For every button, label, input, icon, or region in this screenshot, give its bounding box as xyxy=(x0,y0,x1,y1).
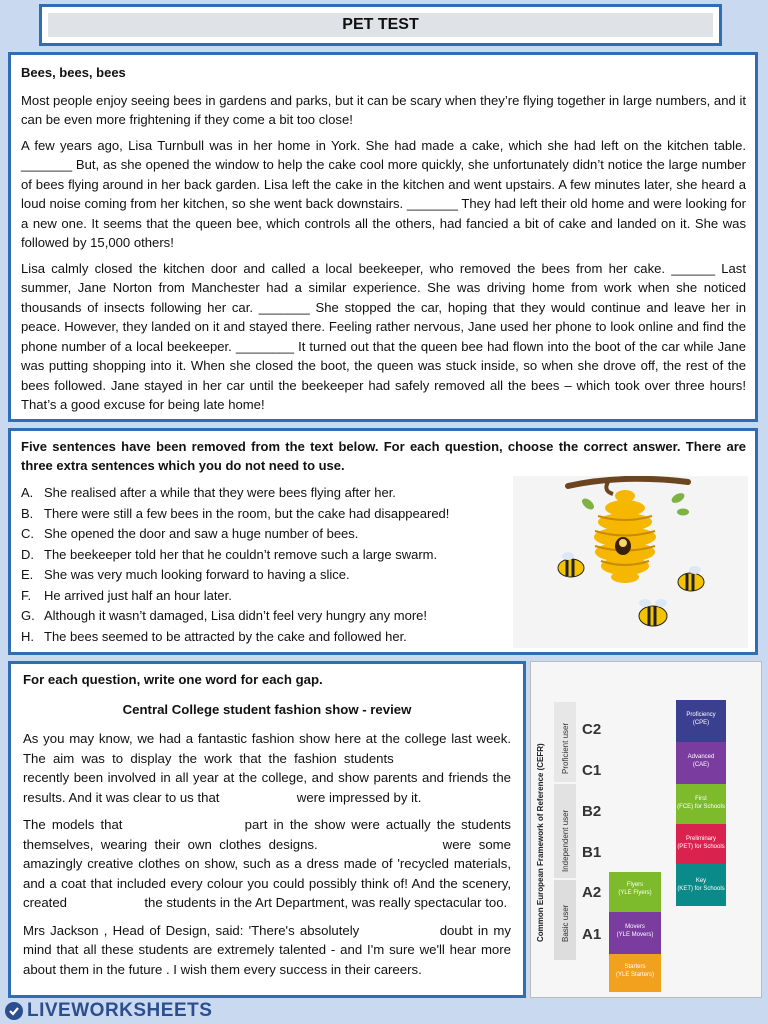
reading-paragraph: A few years ago, Lisa Turnbull was in her home in York. She had made a cake, which she had left on the kitchen table. _______ But, as she opened the window to help the cake cool more quickly, she unfortunately didn’t notice the large number of bees flying around in her back garden. Lisa left the cake in the kitchen and went upstairs. A few minutes later, she heard a loud noise coming from her kitchen, so she went back downstairs. _______ They had left their old home and were looking for a new one. It seems that the queen bee, which controls all the others, had fancied a bit of cake and landed on it. She was followed by 15,000 others! xyxy=(21,137,746,250)
option-text: She realised after a while that they were bees flying after her. xyxy=(44,485,396,500)
cefr-exam-name: First xyxy=(695,796,707,802)
cefr-level: B1 xyxy=(582,844,602,861)
reading-paragraph: Most people enjoy seeing bees in gardens and parks, but it can be scary when they’re flying together in large numbers, and it can be even more frightening if they come a bit too close! xyxy=(21,92,746,127)
cefr-exam-sub: (CAE) xyxy=(692,762,710,768)
title-box xyxy=(39,4,722,46)
cefr-diagram xyxy=(530,661,762,998)
gapfill-instruction: For each question, write one word for each gap. xyxy=(23,672,323,687)
cefr-exam-name: Movers xyxy=(625,924,645,930)
cefr-exam-name: Key xyxy=(695,878,707,884)
option-text: He arrived just half an hour later. xyxy=(44,587,232,603)
option-text: She was very much looking forward to having a slice. xyxy=(44,567,350,582)
option-letter: E. xyxy=(21,567,34,582)
cefr-exam-sub: (KET) for Schools xyxy=(677,886,725,892)
option-text: The beekeeper told her that he couldn’t remove such a large swarm. xyxy=(44,546,438,562)
option-letter: D. xyxy=(21,546,34,562)
reading-section xyxy=(8,52,758,422)
cefr-level: A1 xyxy=(582,926,602,943)
cefr-exam-name: Preliminary xyxy=(685,836,717,842)
option-letter: A. xyxy=(21,485,34,500)
option-letter: B. xyxy=(21,505,34,521)
gapfill-paragraph: As you may know, we had a fantastic fashion show here at the college last week. The aim was to display the work that the fashion students recently been involved in all year at the college, and show parents and friends the results. And it was clear to us that were impressed by it. xyxy=(23,731,511,805)
bee-icon xyxy=(558,552,584,577)
option-text: There were still a few bees in the room, but the cake had disappeared! xyxy=(44,505,450,521)
reading-heading: Bees, bees, bees xyxy=(21,65,126,80)
bee-icon xyxy=(678,566,704,591)
cefr-level: B2 xyxy=(582,803,602,820)
cefr-exam-sub: (YLE Flyers) xyxy=(618,890,652,896)
cefr-exam-name: Proficiency xyxy=(686,712,716,718)
liveworksheets-logo-icon xyxy=(4,1001,24,1021)
page-title: PET TEST xyxy=(48,13,713,37)
gapfill-paragraph: Mrs Jackson , Head of Design, said: 'There's absolutely doubt in my mind that all these students are extremely talented - and I'm sure we'll hear more about them in the future . I wish them every success in their careers. xyxy=(23,922,511,977)
option-letter: F. xyxy=(21,587,32,603)
footer-brand[interactable]: LIVEWORKSHEETS xyxy=(27,1000,213,1021)
cefr-exam-sub: (YLE Starters) xyxy=(615,972,655,978)
cefr-group-label: Basic user xyxy=(561,904,570,942)
gapfill-section xyxy=(8,661,526,998)
option-text: Although it wasn’t damaged, Lisa didn’t feel very hungry any more! xyxy=(44,608,427,623)
cefr-exam-name: Flyers xyxy=(626,882,644,888)
cefr-axis-label: Common European Framework of Reference (CEFR) xyxy=(536,743,545,942)
option-text: The bees seemed to be attracted by the cake and followed her. xyxy=(44,628,407,644)
bee-icon xyxy=(639,599,667,626)
gapfill-paragraph: The models that part in the show were actually the students themselves, wearing their own clothes designs. were some amazingly creative clothes on show, such as a dress made of 'recycled materials, and a coat that included every colour you could possibly think of! And the scenery, created the students in the Art Department, was really spectacular too. xyxy=(23,817,511,910)
option-letter: G. xyxy=(21,608,35,623)
cefr-level: C2 xyxy=(582,721,602,738)
cefr-group-label: Proficient user xyxy=(561,722,570,774)
beehive-illustration xyxy=(513,476,748,648)
footer xyxy=(0,998,768,1024)
cefr-exam-sub: (FCE) for Schools xyxy=(677,804,725,810)
questions-section xyxy=(8,428,758,655)
cefr-level: A2 xyxy=(582,884,602,901)
option-letter: H. xyxy=(21,628,34,644)
cefr-exam-name: Advanced xyxy=(687,754,715,760)
cefr-exam-sub: (YLE Movers) xyxy=(616,932,654,938)
cefr-exam-sub: (CPE) xyxy=(692,720,710,726)
cefr-exam-name: Starters xyxy=(624,964,646,970)
cefr-group-label: Independent user xyxy=(561,809,570,872)
gapfill-title: Central College student fashion show - review xyxy=(122,701,412,717)
option-letter: C. xyxy=(21,526,34,541)
questions-instructions: Five sentences have been removed from the text below. For each question, choose the correct answer. There are three extra sentences which you do not need to use. xyxy=(21,439,746,473)
option-text: She opened the door and saw a huge number of bees. xyxy=(44,526,359,541)
cefr-exam-sub: (PET) for Schools xyxy=(677,844,725,850)
reading-paragraph: Lisa calmly closed the kitchen door and called a local beekeeper, who removed the bees from her cake. ______ Last summer, Jane Norton from Manchester had a similar experience. She was driving home from work when she noticed thousands of insects following her car. _______ She stopped the car, hoping that they would continue and leave her in peace. However, they landed on it and stayed there. Feeling rather nervous, Jane used her phone to look online and find the phone number of a local beekeeper. ________ It turned out that the queen bee had flown into the boot of the car while Jane was putting shopping into it. When she closed the boot, the queen was stuck inside, so when she drove off, the rest of the bees followed. Jane stayed in her car until the beekeeper had safely removed all the bees – which took over three hours! That’s a good excuse for being late home! xyxy=(21,260,746,412)
cefr-level: C1 xyxy=(582,762,602,779)
